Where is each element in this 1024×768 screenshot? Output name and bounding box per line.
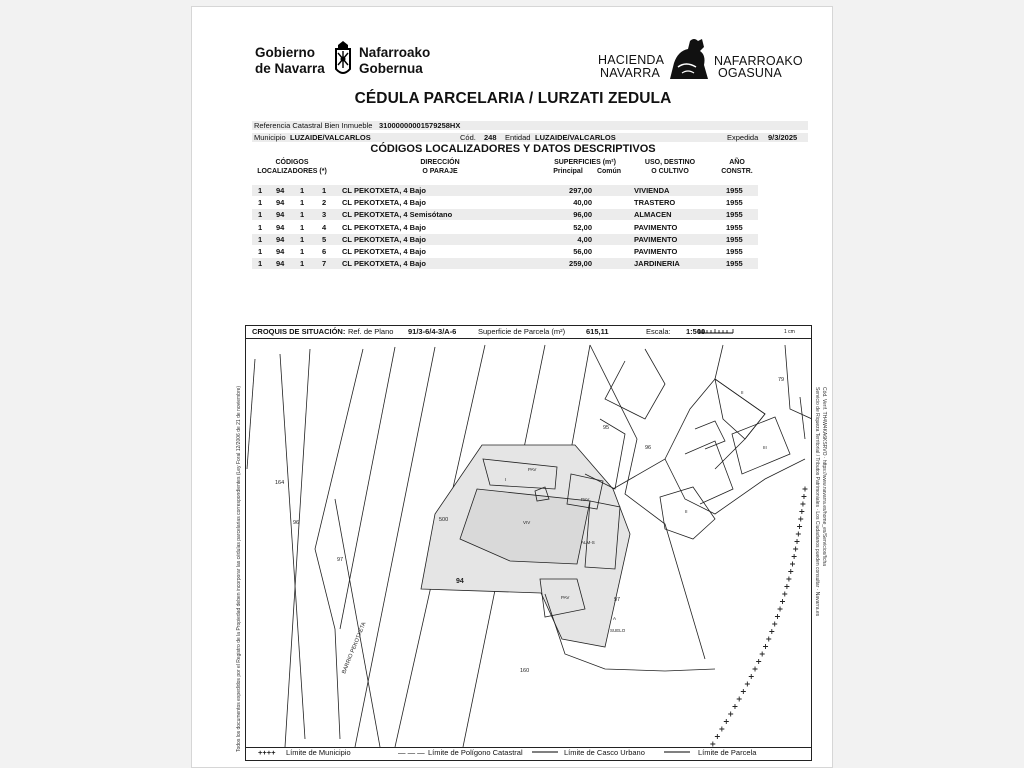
- expedida-value: 9/3/2025: [768, 133, 798, 142]
- boundary-cross: [778, 607, 783, 612]
- entidad-label: Entidad: [505, 133, 531, 142]
- table-row: [252, 258, 758, 269]
- label-i1: I: [505, 477, 507, 482]
- boundary-cross: [790, 562, 795, 567]
- boundary-cross: [756, 659, 761, 664]
- cell-c3: 1: [300, 234, 305, 244]
- cell-c1: 1: [258, 210, 263, 220]
- building-ii: [715, 379, 765, 439]
- map-line: [335, 499, 380, 747]
- legend-casco-line-icon: [532, 751, 558, 753]
- document-page: [191, 6, 833, 768]
- legend-parcela: Límite de Parcela: [698, 748, 757, 757]
- cell-uso: PAVIMENTO: [634, 234, 678, 244]
- cod-label: Cód.: [460, 133, 476, 142]
- cell-c1: 1: [258, 234, 263, 244]
- boundary-cross: [745, 682, 750, 687]
- hacienda-figure-emblem-icon: [664, 37, 712, 81]
- boundary-cross: [801, 494, 806, 499]
- map-line: [665, 379, 765, 469]
- label-164: 164: [275, 480, 285, 486]
- header-direccion: DIRECCIÓN O PARAJE: [420, 159, 460, 175]
- header-comun: Común: [596, 168, 622, 175]
- label-96a: 96: [293, 520, 300, 526]
- scalebar-label: 1 cm: [784, 329, 795, 335]
- building-iii: [732, 417, 790, 474]
- cell-principal: 297,00: [569, 186, 592, 195]
- cell-c3: 1: [300, 259, 305, 269]
- table-row: [252, 197, 758, 208]
- cell-c4: 4: [322, 222, 327, 232]
- cell-c1: 1: [258, 222, 263, 232]
- boundary-cross: [732, 704, 737, 709]
- cell-principal: 259,00: [569, 259, 592, 269]
- hacienda-line1: HACIENDA: [598, 53, 665, 67]
- map-line: [605, 349, 665, 419]
- boundary-cross: [782, 592, 787, 597]
- croquis-title: CROQUIS DE SITUACIÓN:: [252, 327, 346, 336]
- building-small: [695, 421, 725, 449]
- cell-anio: 1955: [726, 186, 743, 195]
- cell-anio: 1955: [726, 222, 743, 232]
- cell-uso: JARDINERIA: [634, 259, 680, 269]
- cell-c3: 1: [300, 247, 305, 256]
- cell-c1: 1: [258, 247, 263, 256]
- header-superficies: SUPERFICIES (m²): [554, 159, 616, 166]
- boundary-cross: [800, 502, 805, 507]
- boundary-cross: [741, 689, 746, 694]
- cell-direccion: CL PEKOTXETA, 4 Bajo: [342, 234, 426, 244]
- municipio-value: LUZAIDE/VALCARLOS: [290, 133, 371, 142]
- ogasuna-line2: OGASUNA: [718, 66, 782, 80]
- table-row: [252, 222, 758, 233]
- table-row: [252, 185, 758, 196]
- label-pav2: PAV: [561, 595, 570, 600]
- boundary-cross: [799, 509, 804, 514]
- boundary-cross: [763, 644, 768, 649]
- legend-parcela-line-icon: [664, 751, 690, 753]
- label-95: 95: [603, 425, 610, 431]
- label-a: A: [613, 616, 617, 621]
- cell-c1: 1: [258, 198, 263, 208]
- map-line: [685, 441, 733, 504]
- cell-uso: VIVIENDA: [634, 186, 670, 195]
- boundary-cross: [798, 517, 803, 522]
- map-line: [613, 459, 805, 514]
- label-160: 160: [520, 668, 530, 674]
- boundary-cross: [780, 599, 785, 604]
- cell-c1: 1: [258, 259, 263, 269]
- boundary-cross: [724, 719, 729, 724]
- cell-direccion: CL PEKOTXETA, 4 Bajo: [342, 259, 426, 269]
- municipio-boundary: [710, 487, 807, 747]
- nafarroako-line2: Gobernua: [359, 61, 423, 76]
- table-row: [252, 246, 758, 257]
- cell-c3: 1: [300, 210, 305, 220]
- ref-plano-value: 91/3-6/4-3/A-6: [408, 327, 457, 336]
- scale-bar-icon: [697, 327, 737, 335]
- label-iii: III: [763, 445, 767, 450]
- map-line: [715, 345, 723, 379]
- map-line: [315, 349, 363, 739]
- label-500: 500: [439, 517, 449, 523]
- cell-principal: 52,00: [573, 222, 592, 232]
- cell-principal: 40,00: [573, 198, 592, 208]
- label-97a: 97: [337, 557, 344, 563]
- legend-municipio-symbol: ++++: [258, 748, 276, 757]
- cell-c2: 94: [276, 222, 285, 232]
- legend-casco: Límite de Casco Urbano: [564, 748, 645, 757]
- map-line: [355, 347, 435, 747]
- right-side-text-2: Cód. Verif. TH4W4KA6KSRVO · https://www.navarra.es/home_es/Servicios/ficha: [821, 387, 827, 567]
- boundary-cross: [719, 727, 724, 732]
- ogasuna-line1: NAFARROAKO: [714, 54, 803, 68]
- ref-plano-label: Ref. de Plano: [348, 327, 394, 336]
- escala-value: 1:500: [686, 327, 706, 336]
- legend-poligono: Límite de Polígono Catastral: [428, 748, 523, 757]
- label-94: 94: [456, 578, 464, 585]
- map-line: [285, 349, 310, 747]
- cell-c3: 1: [300, 222, 305, 232]
- cell-anio: 1955: [726, 210, 743, 220]
- label-ii2: II: [685, 509, 688, 514]
- header-codigos: CÓDIGOS LOCALIZADORES (*): [257, 159, 327, 175]
- cell-c4: 7: [322, 259, 327, 269]
- cell-principal: 56,00: [573, 247, 592, 256]
- cell-c3: 1: [300, 198, 305, 208]
- map-line: [800, 397, 805, 439]
- left-side-legal-text: Todos los documentos expedidos por el Registro de la Propiedad deben incorporar las cédulas parcelarias correspondientes (Ley Foral 12/2006 de 21 de noviembre): [236, 385, 242, 752]
- cadastral-map: [245, 339, 812, 747]
- boundary-cross: [795, 539, 800, 544]
- boundary-cross: [760, 652, 765, 657]
- cell-direccion: CL PEKOTXETA, 4 Bajo: [342, 186, 426, 195]
- cell-c3: 1: [300, 186, 305, 195]
- boundary-cross: [728, 712, 733, 717]
- navarra-coat-of-arms-icon: [331, 41, 355, 79]
- cell-uso: TRASTERO: [634, 198, 676, 208]
- cell-direccion: CL PEKOTXETA, 4 Bajo: [342, 198, 426, 208]
- table-row: [252, 209, 758, 220]
- hacienda-line2: NAVARRA: [600, 66, 660, 80]
- cell-anio: 1955: [726, 247, 743, 256]
- ref-catastral-label: Referencia Catastral Bien Inmueble: [254, 121, 373, 130]
- label-ii: II: [741, 390, 744, 395]
- boundary-cross: [775, 614, 780, 619]
- cell-c2: 94: [276, 247, 285, 256]
- boundary-cross: [786, 577, 791, 582]
- boundary-cross: [788, 569, 793, 574]
- cell-anio: 1955: [726, 259, 743, 269]
- cell-uso: PAVIMENTO: [634, 247, 678, 256]
- cell-uso: ALMACEN: [634, 210, 672, 220]
- cell-principal: 4,00: [577, 234, 592, 244]
- cell-c2: 94: [276, 186, 285, 195]
- municipio-label: Municipio: [254, 133, 286, 142]
- legend-municipio: Límite de Municipio: [286, 748, 351, 757]
- cell-c2: 94: [276, 210, 285, 220]
- label-97b: 97: [614, 597, 621, 603]
- boundary-cross: [715, 734, 720, 739]
- map-line: [280, 354, 305, 739]
- label-alm: ALM-S: [581, 540, 595, 545]
- boundary-cross: [737, 697, 742, 702]
- header-anio: AÑO CONSTR.: [721, 159, 753, 175]
- cell-anio: 1955: [726, 234, 743, 244]
- boundary-cross: [749, 674, 754, 679]
- map-line: [247, 359, 255, 469]
- document-title: CÉDULA PARCELARIA / LURZATI ZEDULA: [354, 90, 672, 107]
- map-line: [785, 345, 812, 419]
- label-pav: PAV: [528, 467, 537, 472]
- nafarroako-line1: Nafarroako: [359, 45, 431, 60]
- gobierno-line2: de Navarra: [255, 61, 325, 76]
- cod-value: 248: [484, 133, 497, 142]
- label-pav3: PAV: [581, 497, 590, 502]
- superficie-label: Superficie de Parcela (m²): [478, 327, 566, 336]
- boundary-cross: [772, 622, 777, 627]
- legend-poligono-symbol: — — —: [398, 748, 425, 757]
- cell-direccion: CL PEKOTXETA, 4 Bajo: [342, 222, 426, 232]
- cell-direccion: CL PEKOTXETA, 4 Bajo: [342, 247, 426, 256]
- cell-c1: 1: [258, 186, 263, 195]
- boundary-cross: [796, 532, 801, 537]
- escala-label: Escala:: [646, 327, 671, 336]
- cell-c2: 94: [276, 198, 285, 208]
- header-uso: USO, DESTINO O CULTIVO: [644, 159, 696, 175]
- ref-catastral-value: 31000000001579258HX: [379, 121, 461, 130]
- street-label: BARRIO PEKOTXETA: [341, 621, 368, 675]
- boundary-cross: [710, 742, 715, 747]
- header-principal: Principal: [553, 168, 583, 175]
- boundary-cross: [803, 487, 808, 492]
- label-suelo: SUELO: [610, 628, 626, 633]
- label-viv: VIV: [523, 520, 531, 525]
- superficie-value: 615,11: [586, 327, 609, 336]
- boundary-cross: [797, 524, 802, 529]
- entidad-value: LUZAIDE/VALCARLOS: [535, 133, 616, 142]
- cell-anio: 1955: [726, 198, 743, 208]
- cell-c2: 94: [276, 259, 285, 269]
- expedida-label: Expedida: [727, 133, 759, 142]
- boundary-cross: [753, 667, 758, 672]
- boundary-cross: [784, 584, 789, 589]
- label-79: 79: [778, 377, 785, 383]
- boundary-cross: [766, 637, 771, 642]
- label-96b: 96: [645, 445, 652, 451]
- cell-principal: 96,00: [573, 210, 592, 220]
- cell-c4: 5: [322, 234, 327, 244]
- right-side-text-1: Servicio de Riqueza Territorial / Tributos Patrimoniales · Los Ciudadanos pueden consultar · Navarra.es: [814, 387, 820, 617]
- cell-c4: 6: [322, 247, 327, 256]
- cell-c4: 1: [322, 186, 327, 195]
- table-subtitle: CÓDIGOS LOCALIZADORES Y DATOS DESCRIPTIVOS: [370, 143, 656, 155]
- cell-direccion: CL PEKOTXETA, 4 Semisótano: [342, 210, 453, 220]
- boundary-cross: [792, 554, 797, 559]
- cell-c4: 3: [322, 210, 327, 220]
- boundary-cross: [793, 547, 798, 552]
- boundary-cross: [769, 629, 774, 634]
- gobierno-line1: Gobierno: [255, 45, 315, 60]
- cell-uso: PAVIMENTO: [634, 222, 678, 232]
- cell-c2: 94: [276, 234, 285, 244]
- table-row: [252, 234, 758, 245]
- cell-c4: 2: [322, 198, 327, 208]
